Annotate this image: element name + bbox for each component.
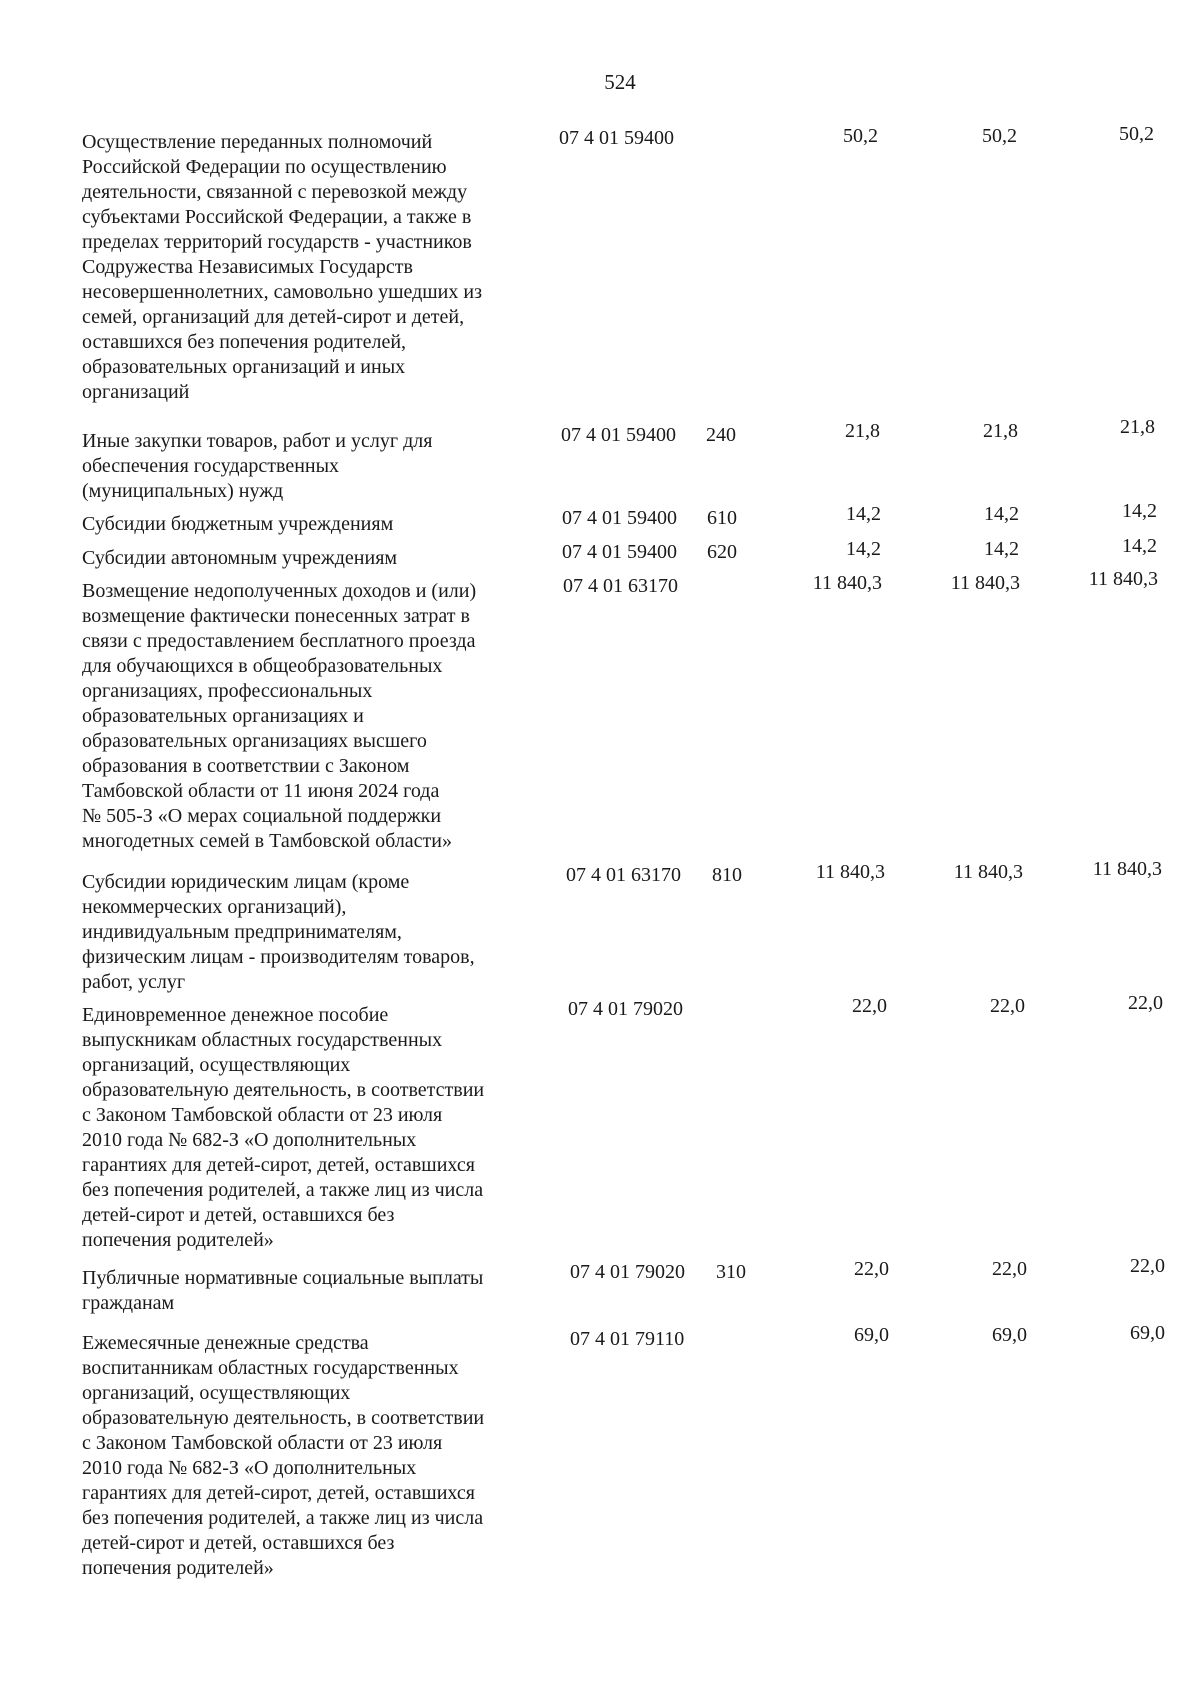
row-value-year1: 69,0	[854, 1324, 889, 1346]
row-value-year3: 22,0	[1128, 992, 1163, 1014]
row-description: Осуществление переданных полномочий Российской Федерации по осуществлению деятельности, связанной с перевозкой между субъектами Российской Федерации, а также в пределах территорий государств - участников Содружества Независимых Государств несовершеннолетних, самовольно ушедших из семей, организаций для детей-сирот и детей, оставшихся без попечения родителей, образовательных организаций и иных организаций	[82, 131, 482, 403]
row-value-year3: 11 840,3	[1088, 568, 1158, 590]
row-value-year2: 50,2	[982, 125, 1017, 147]
row-value-year3: 69,0	[1130, 1322, 1165, 1344]
row-expense-type: 240	[706, 424, 736, 446]
row-value-year2: 69,0	[992, 1324, 1027, 1346]
row-value-year2: 14,2	[984, 538, 1019, 560]
row-value-year1: 21,8	[845, 420, 880, 442]
row-value-year3: 21,8	[1120, 416, 1155, 438]
row-description: Возмещение недополученных доходов и (или) возмещение фактически понесенных затрат в связи с предоставлением бесплатного проезда для обучающихся в общеобразовательных организациях, профессиональных образовательных организациях и образовательных организациях высшего образования в соответствии с Законом Тамбовской области от 11 июня 2024 года № 505-З «О мерах социальной поддержки многодетных семей в Тамбовской области»	[82, 580, 477, 852]
row-description: Публичные нормативные социальные выплаты гражданам	[82, 1267, 484, 1314]
row-value-year1: 22,0	[854, 1258, 889, 1280]
row-value-year1: 50,2	[843, 125, 878, 147]
row-value-year1: 11 840,3	[812, 572, 882, 594]
row-value-year1: 22,0	[852, 995, 887, 1017]
row-description: Субсидии автономным учреждениям	[82, 547, 398, 569]
row-value-year3: 11 840,3	[1092, 858, 1162, 880]
row-target-code: 07 4 01 79020	[568, 998, 683, 1020]
row-value-year3: 14,2	[1122, 535, 1157, 557]
row-description: Субсидии юридическим лицам (кроме некоммерческих организаций), индивидуальным предпринимателям, физическим лицам - производителям товаров, работ, услуг	[82, 871, 475, 993]
row-value-year2: 11 840,3	[950, 572, 1020, 594]
row-expense-type: 810	[712, 864, 742, 886]
row-target-code: 07 4 01 59400	[559, 127, 674, 149]
row-value-year2: 22,0	[992, 1258, 1027, 1280]
row-value-year2: 21,8	[983, 420, 1018, 442]
row-value-year3: 22,0	[1130, 1255, 1165, 1277]
row-target-code: 07 4 01 79020	[570, 1261, 685, 1283]
row-value-year2: 22,0	[990, 995, 1025, 1017]
row-expense-type: 310	[716, 1261, 746, 1283]
row-value-year1: 14,2	[846, 503, 881, 525]
row-value-year2: 11 840,3	[953, 861, 1023, 883]
row-expense-type: 610	[707, 507, 737, 529]
row-value-year1: 14,2	[846, 538, 881, 560]
row-target-code: 07 4 01 59400	[562, 507, 677, 529]
row-target-code: 07 4 01 59400	[561, 424, 676, 446]
row-target-code: 07 4 01 63170	[566, 864, 681, 886]
row-value-year1: 11 840,3	[815, 861, 885, 883]
page-number: 524	[604, 70, 636, 94]
row-target-code: 07 4 01 59400	[562, 541, 677, 563]
row-description: Субсидии бюджетным учреждениям	[82, 513, 394, 535]
row-description: Иные закупки товаров, работ и услуг для обеспечения государственных (муниципальных) нужд	[82, 430, 433, 502]
row-value-year3: 14,2	[1122, 500, 1157, 522]
row-expense-type: 620	[707, 541, 737, 563]
row-value-year3: 50,2	[1119, 123, 1154, 145]
row-value-year2: 14,2	[984, 503, 1019, 525]
row-description: Единовременное денежное пособие выпускникам областных государственных организаций, осуществляющих образовательную деятельность, в соответствии с Законом Тамбовской области от 23 июля 2010 года № 682-З «О дополнительных гарантиях для детей-сирот, детей, оставшихся без попечения родителей, а также лиц из числа детей-сирот и детей, оставшихся без попечения родителей»	[82, 1004, 485, 1251]
row-description: Ежемесячные денежные средства воспитанникам областных государственных организаций, осуществляющих образовательную деятельность, в соответствии с Законом Тамбовской области от 23 июля 2010 года № 682-З «О дополнительных гарантиях для детей-сирот, детей, оставшихся без попечения родителей, а также лиц из числа детей-сирот и детей, оставшихся без попечения родителей»	[82, 1332, 485, 1579]
row-target-code: 07 4 01 79110	[570, 1328, 685, 1350]
row-target-code: 07 4 01 63170	[563, 575, 678, 597]
